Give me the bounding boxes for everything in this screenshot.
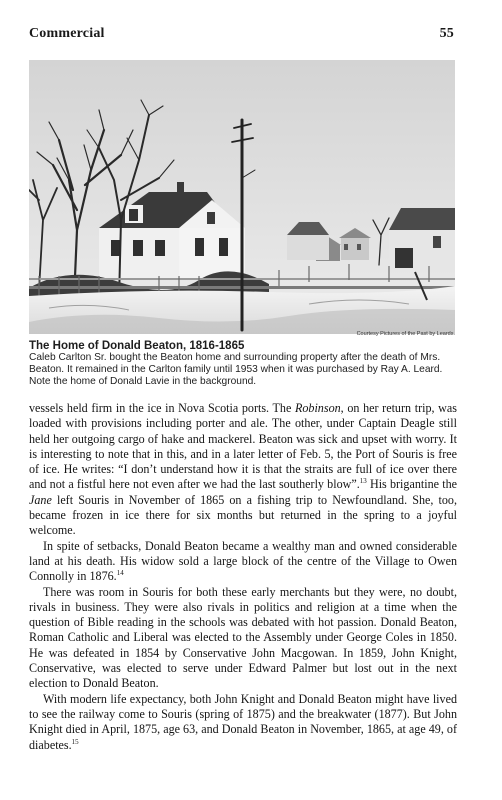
photo-credit: Courtesy Pictures of the Past by Leards. xyxy=(356,331,455,337)
p3-text: There was room in Souris for both these early merchants but they were, no doubt, rivals in business. They were also rivals in politics and religion at a time when the question of Bible reading in the schools was debated with hot passion. Donald Beaton, Roman Catholic and Liberal was elected to the Assembly under George Coles in 1850. He was defeated in 1854 by Conservative John Macgowan. In 1859, John Knight, Conservative, was elected to serve under Edward Palmer but lost out in the next election to Donald Beaton. xyxy=(29,584,457,691)
photo-caption xyxy=(29,340,457,388)
ship-name-robinson: Robinson xyxy=(294,401,341,415)
paragraph-3 xyxy=(29,585,457,692)
paragraph-1 xyxy=(29,401,457,539)
paragraph-2 xyxy=(29,539,457,585)
footnote-14: 14 xyxy=(116,569,124,578)
footnote-15: 15 xyxy=(71,737,79,746)
footnote-13: 13 xyxy=(359,477,367,486)
historic-photograph xyxy=(29,60,455,334)
body-text xyxy=(29,401,457,753)
photo-illustration xyxy=(29,60,455,334)
page-number: 55 xyxy=(439,26,454,41)
p1-text-b: , on her return trip, was loaded with provisions including porter and ale. The other, under Captain Deagle still held her outgoing cargo of hake and mackerel. Beaton was sick and upset with worry. It is interesting to note that in this, and in a later letter of Feb. 5, the Port of Souris is free of ice. He writes: “I don’t understand how it is that the straits are full of ice over there and not a fistful here not even after we had the last southerly blow”. xyxy=(29,401,457,492)
ship-name-jane: Jane xyxy=(29,492,52,507)
caption-text: Caleb Carlton Sr. bought the Beaton home and surrounding property after the death of Mrs. Beaton. It remained in the Carlton family until 1953 when it was purchased by Ray A. Leard. Note the home of Donald Lavie in the background. xyxy=(29,352,443,387)
p1-text-a: vessels held firm in the ice in Nova Scotia ports. The xyxy=(29,401,295,415)
running-head xyxy=(29,26,454,42)
p2-text: In spite of setbacks, Donald Beaton became a wealthy man and owned considerable land at his death. His widow sold a large block of the centre of the Village to Owen Connolly in 1876. xyxy=(29,538,457,584)
p1-text-c: His brigantine the xyxy=(366,477,457,492)
p1-text-d: left Souris in November of 1865 on a fishing trip to Newfoundland. She, too, became frozen in ice there for six months but returned in the spring to a joyful welcome. xyxy=(29,492,457,538)
section-title: Commercial xyxy=(29,26,105,41)
p4-text: With modern life expectancy, both John Knight and Donald Beaton might have lived to see the railway come to Souris (spring of 1875) and the breakwater (1877). But John Knight died in April, 1875, age 63, and Donald Beaton in November, 1865, at age 49, of diabetes. xyxy=(29,691,457,752)
paragraph-4 xyxy=(29,692,457,753)
caption-title: The Home of Donald Beaton, 1816-1865 xyxy=(29,340,245,352)
